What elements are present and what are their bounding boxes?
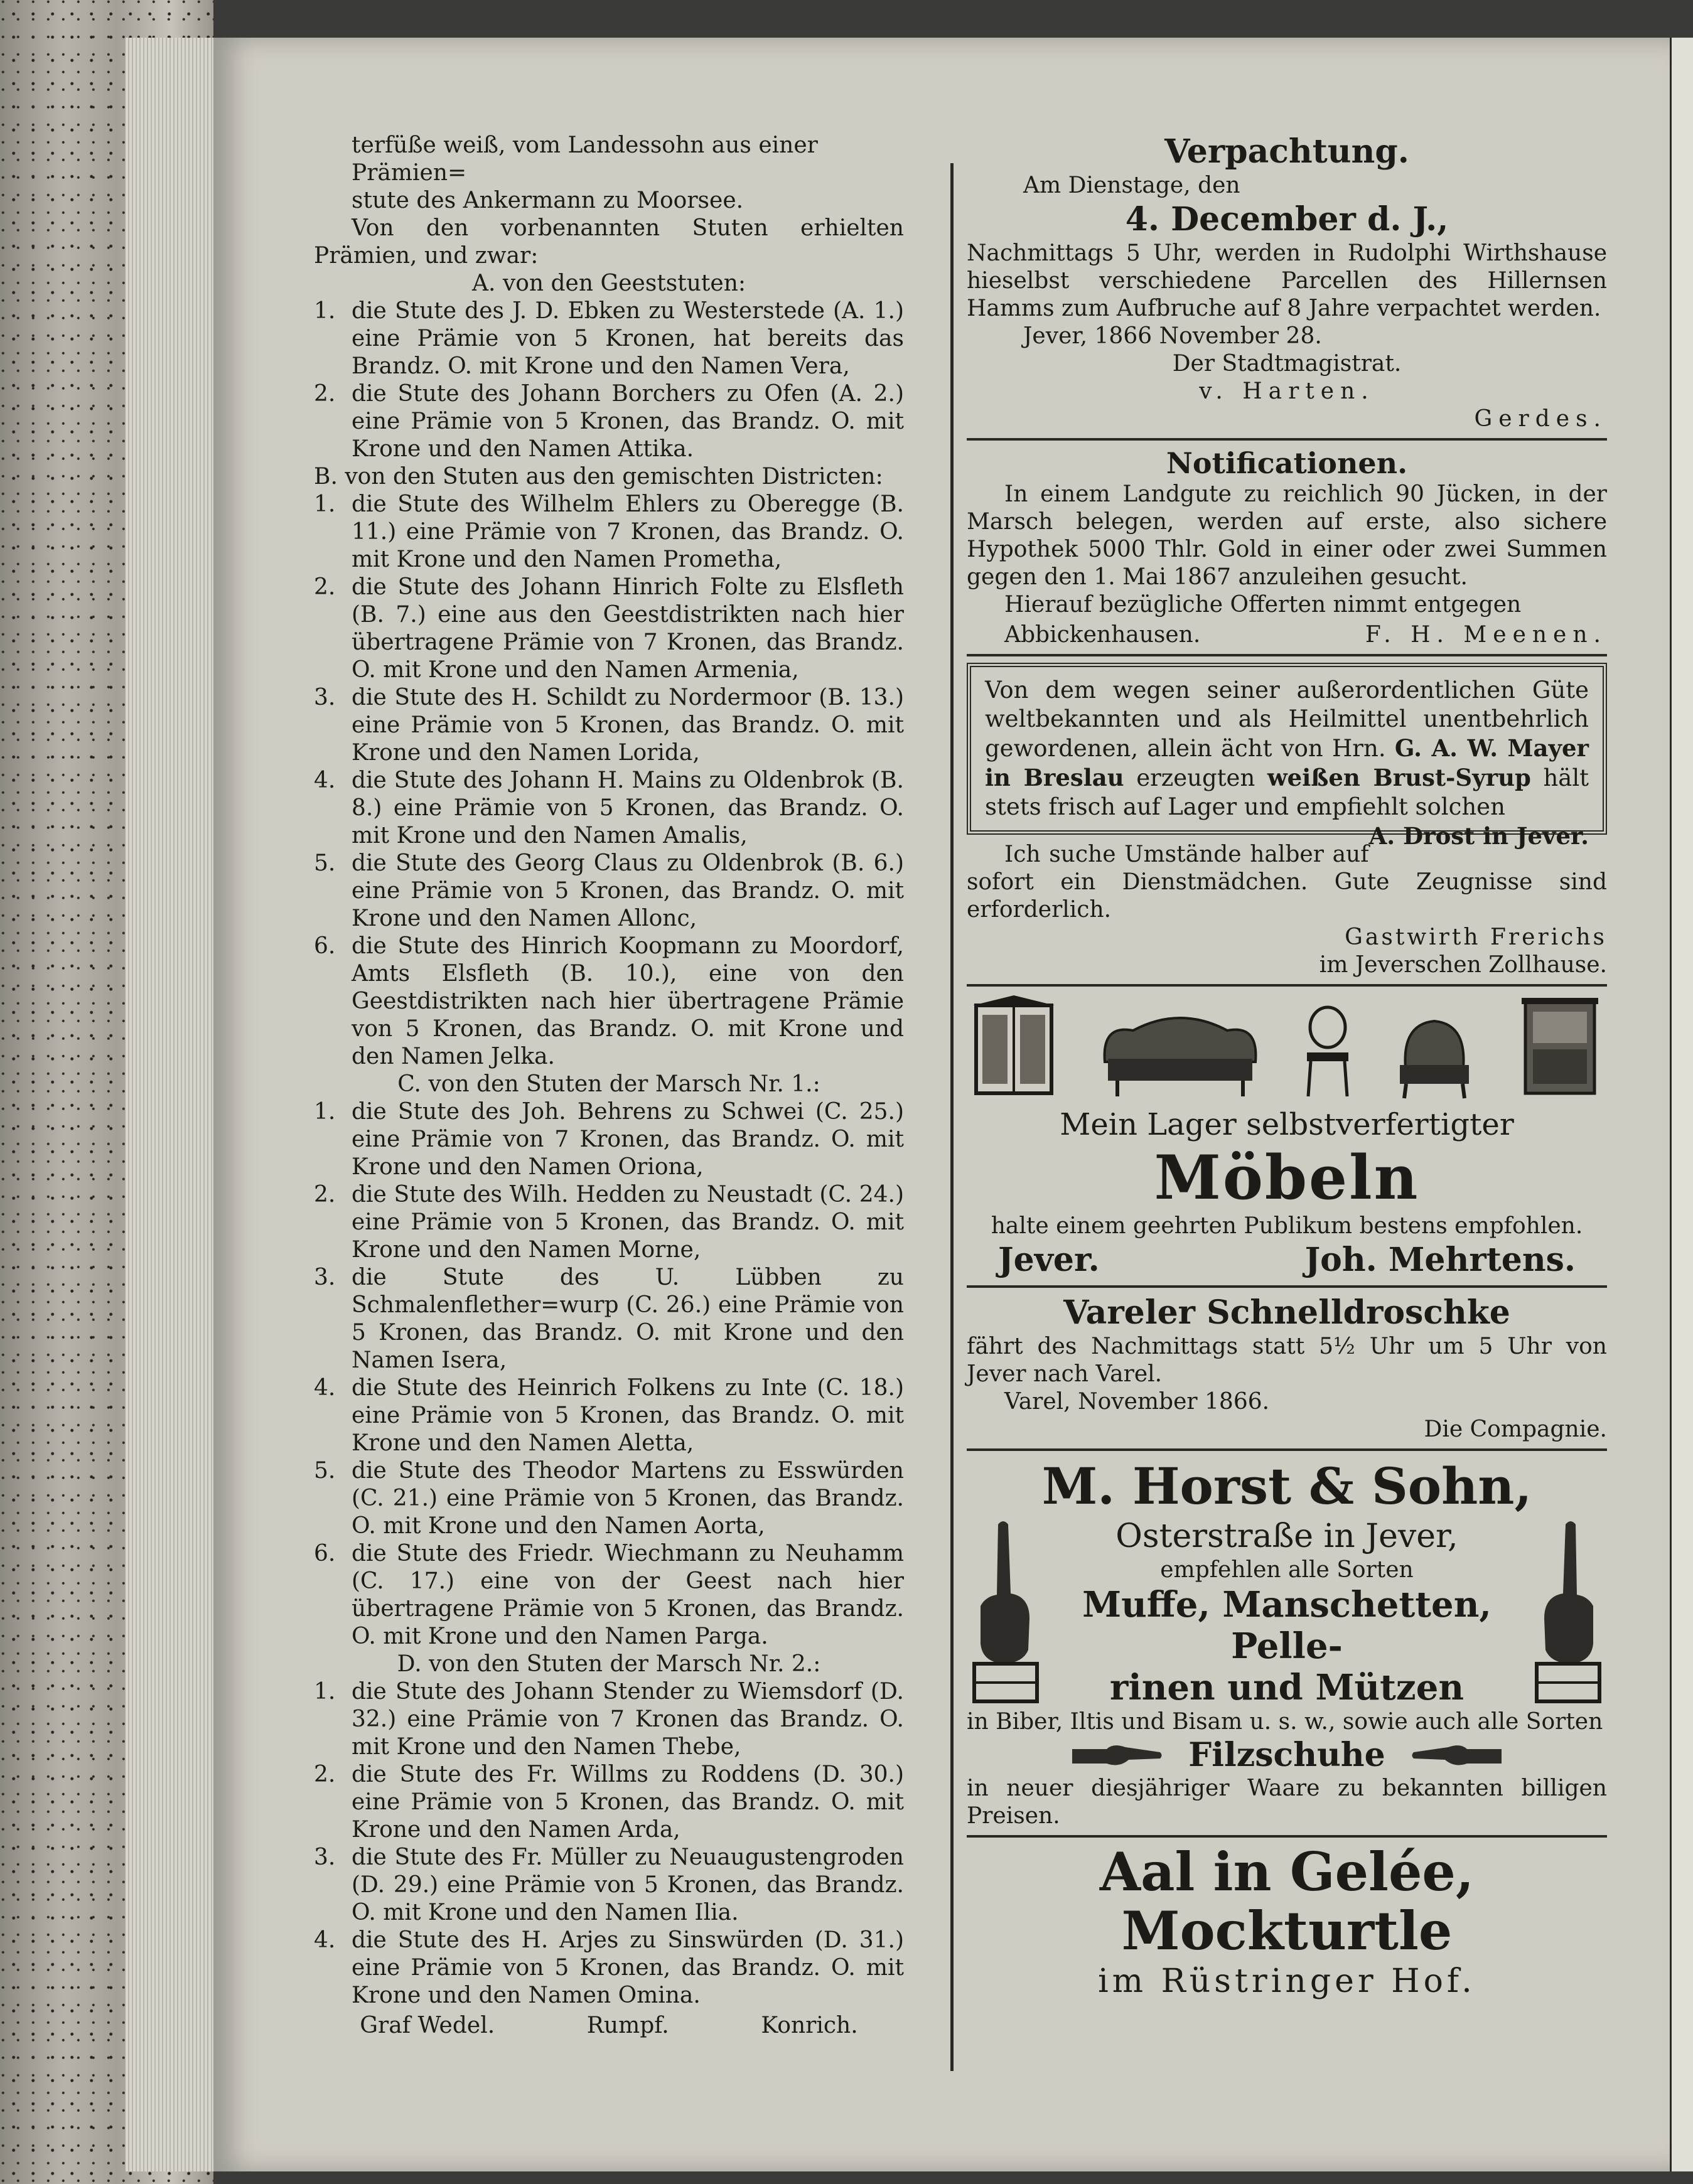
item-number: 4. bbox=[314, 1375, 336, 1401]
item-text: die Stute des Johann H. Mains zu Oldenbrok (B. 8.) eine Prämie von 5 Kronen, das Brandz. O. mit Krone und den Namen Amalis, bbox=[352, 768, 904, 848]
ad-place: Abbickenhausen. bbox=[1004, 622, 1201, 648]
ad-text: hält stets frisch auf Lager und empfiehlt solchen bbox=[985, 764, 1589, 820]
ad-line: Mein Lager selbstverfertigter bbox=[1060, 1107, 1514, 1142]
ad-products: rinen und Mützen bbox=[1109, 1667, 1465, 1708]
pointing-hand-left-icon bbox=[967, 1518, 1042, 1706]
ad-place: Jever. bbox=[998, 1241, 1100, 1279]
list-item bbox=[314, 1927, 904, 2010]
signature: Rumpf. bbox=[586, 2013, 669, 2038]
ad-line: halte einem geehrten Publikum bestens empfohlen. bbox=[991, 1213, 1583, 1239]
intro-line: terfüße weiß, vom Landessohn aus einer Prämien= bbox=[352, 132, 818, 186]
item-text: die Stute des Wilhelm Ehlers zu Oberegge (B. 11.) eine Prämie von 7 Kronen, das Brandz. O. mit Krone und den Namen Prometha, bbox=[352, 491, 904, 572]
item-text: die Stute des Johann Hinrich Folte zu Elsfleth (B. 7.) eine aus den Geestdistrikten nach hier übertragene Prämie von 7 Kronen, das Brandz. O. mit Krone und den Namen Armenia, bbox=[352, 574, 904, 683]
ad-signature: Die Compagnie. bbox=[1424, 1416, 1607, 1442]
ad-headline: Möbeln bbox=[1154, 1142, 1420, 1213]
list-item bbox=[314, 1844, 904, 1927]
item-number: 2. bbox=[314, 574, 336, 600]
item-text: die Stute des H. Schildt zu Nordermoor (B. 13.) eine Prämie von 5 Kronen, das Brandz. O. mit Krone und den Namen Lorida, bbox=[352, 685, 904, 766]
list-item bbox=[314, 1098, 904, 1181]
list-item bbox=[314, 1761, 904, 1844]
ad-text: erzeugten bbox=[1136, 764, 1255, 791]
ad-heading: Verpachtung. bbox=[1164, 132, 1409, 171]
ad-body: In einem Landgute zu reichlich 90 Jücken, in der Marsch belegen, werden auf erste, also sichere Hypothek 5000 Thlr. Gold in einer oder zwei Summen gegen den 1. Mai 1867 anzuleihen gesucht. bbox=[967, 481, 1607, 590]
item-number: 4. bbox=[314, 768, 336, 793]
divider bbox=[967, 1448, 1607, 1451]
ad-moebel bbox=[967, 993, 1607, 1280]
item-number: 2. bbox=[314, 381, 336, 407]
list-item bbox=[314, 380, 904, 463]
sofa-icon bbox=[1095, 1005, 1265, 1100]
ad-signature: v. Harten. bbox=[1199, 378, 1375, 404]
ad-product: Filzschuhe bbox=[1188, 1736, 1385, 1774]
ad-place: im Rüstringer Hof. bbox=[1098, 1962, 1476, 2000]
wardrobe-icon bbox=[967, 993, 1061, 1100]
ad-signature: A. Drost in Jever. bbox=[1368, 822, 1589, 850]
adjacent-page-edge bbox=[1670, 38, 1693, 2171]
ad-dienstmaedchen bbox=[967, 841, 1607, 979]
item-text: die Stute des Hinrich Koopmann zu Moordorf, Amts Elsfleth (B. 10.), eine von den Geestdistrikten nach hier übertragene Prämie von 5 Kronen, das Brandz. O. mit Krone und den Namen Jelka. bbox=[352, 933, 904, 1069]
divider bbox=[967, 984, 1607, 987]
list-item bbox=[314, 297, 904, 380]
item-text: die Stute des Theodor Martens zu Esswürden (C. 21.) eine Prämie von 5 Kronen, das Brandz. O. mit Krone und den Namen Aorta, bbox=[352, 1458, 904, 1539]
ad-line: Am Dienstage, den bbox=[1023, 173, 1240, 198]
ad-signature: Gastwirth Frerichs bbox=[1345, 924, 1607, 950]
divider bbox=[967, 1285, 1607, 1288]
pointing-finger-left-icon bbox=[1411, 1740, 1505, 1771]
signature: Konrich. bbox=[761, 2013, 858, 2038]
list-item bbox=[314, 1540, 904, 1651]
ad-signature: Gerdes. bbox=[1474, 406, 1607, 432]
ad-products: Muffe, Manschetten, Pelle- bbox=[1082, 1584, 1491, 1667]
ad-maker: G. A. W. Mayer in Breslau bbox=[985, 734, 1589, 791]
ad-footer bbox=[967, 1240, 1607, 1280]
item-number: 2. bbox=[314, 1182, 336, 1207]
item-number: 5. bbox=[314, 1458, 336, 1484]
ad-body: Ich suche Umstände halber auf sofort ein Dienstmädchen. Gute Zeugnisse sind erforderlich. bbox=[967, 842, 1607, 923]
divider bbox=[967, 1835, 1607, 1838]
item-text: die Stute des Joh. Behrens zu Schwei (C. 25.) eine Prämie von 7 Kronen, das Brandz. O. mit Krone und den Namen Oriona, bbox=[352, 1099, 904, 1180]
item-text: die Stute des Johann Borchers zu Ofen (A. 2.) eine Prämie von 5 Kronen, das Brandz. O. mit Krone und den Namen Attika. bbox=[352, 381, 904, 462]
item-number: 5. bbox=[314, 850, 336, 876]
ad-droschke bbox=[967, 1293, 1607, 1443]
ad-notifications bbox=[967, 446, 1607, 649]
ad-center-text bbox=[1042, 1516, 1532, 1708]
left-column bbox=[314, 132, 904, 2040]
item-text: die Stute des Wilh. Hedden zu Neustadt (C. 24.) eine Prämie von 5 Kronen, das Brandz. O. mit Krone und den Namen Morne, bbox=[352, 1182, 904, 1263]
ad-place: im Jeverschen Zollhause. bbox=[1319, 952, 1607, 978]
item-text: die Stute des Friedr. Wiechmann zu Neuhamm (C. 17.) eine von der Geest nach hier übertragene Prämie von 5 Kronen, das Brandz. O. mit Krone und den Namen Parga. bbox=[352, 1541, 904, 1649]
ad-date: 4. December d. J., bbox=[1125, 200, 1449, 238]
item-text: die Stute des J. D. Ebken zu Westerstede (A. 1.) eine Prämie von 5 Kronen, hat bereits das Brandz. O. mit Krone und den Namen Vera, bbox=[352, 298, 904, 379]
ad-filz-row bbox=[967, 1736, 1607, 1774]
pointing-finger-right-icon bbox=[1069, 1740, 1163, 1771]
section-heading-b: B. von den Stuten aus den gemischten Districten: bbox=[314, 464, 883, 490]
section-heading-a: A. von den Geeststuten: bbox=[471, 270, 746, 296]
ad-footer bbox=[967, 621, 1607, 649]
item-text: die Stute des Georg Claus zu Oldenbrok (B. 6.) eine Prämie von 5 Kronen, das Brandz. O. mit Krone und den Namen Allonc, bbox=[352, 850, 904, 931]
ad-aal bbox=[967, 1843, 1607, 2002]
item-text: die Stute des Fr. Willms zu Roddens (D. 30.) eine Prämie von 5 Kronen, das Brandz. O. mit Krone und den Namen Arda, bbox=[352, 1762, 904, 1843]
column-rule bbox=[950, 163, 954, 2071]
list-item bbox=[314, 1264, 904, 1374]
list-item bbox=[314, 684, 904, 767]
ad-place: Jever, 1866 November 28. bbox=[1023, 323, 1322, 349]
divider bbox=[967, 654, 1607, 656]
ad-body: Nachmittags 5 Uhr, werden in Rudolphi Wirthshause hieselbst verschiedene Parcellen des Hillernsen Hamms zum Aufbruche auf 8 Jahre verpachtet werden. bbox=[967, 240, 1607, 321]
item-text: die Stute des Fr. Müller zu Neuaugustengroden (D. 29.) eine Prämie von 5 Kronen, das Brandz. O. mit Krone und den Namen Ilia. bbox=[352, 1844, 904, 1925]
armchair-icon bbox=[1390, 1005, 1478, 1100]
furniture-illustration bbox=[967, 993, 1607, 1100]
item-number: 2. bbox=[314, 1762, 336, 1787]
item-number: 3. bbox=[314, 1844, 336, 1870]
ad-body: in Biber, Iltis und Bisam u. s. w., sowie auch alle Sorten bbox=[967, 1709, 1603, 1735]
ad-headline: Aal in Gelée, bbox=[1099, 1841, 1475, 1903]
ad-firm-name: M. Horst & Sohn, bbox=[1041, 1457, 1532, 1516]
ad-heading: Notificationen. bbox=[1166, 446, 1408, 480]
list-item bbox=[314, 933, 904, 1071]
section-heading-c: C. von den Stuten der Marsch Nr. 1.: bbox=[397, 1071, 820, 1097]
ad-body: fährt des Nachmittags statt 5½ Uhr um 5 Uhr von Jever nach Varel. bbox=[967, 1334, 1607, 1387]
ad-headline: Mockturtle bbox=[1121, 1900, 1453, 1962]
item-text: die Stute des Johann Stender zu Wiemsdorf (D. 32.) eine Prämie von 7 Kronen das Brandz. O. mit Krone und den Namen Thebe, bbox=[352, 1679, 904, 1760]
list-item bbox=[314, 1374, 904, 1457]
list-item bbox=[314, 1457, 904, 1540]
list-item bbox=[314, 767, 904, 850]
chair-icon bbox=[1299, 1005, 1356, 1100]
ad-body: in neuer diesjähriger Waare zu bekannten billigen Preisen. bbox=[967, 1775, 1607, 1829]
list-item bbox=[314, 1678, 904, 1761]
ad-horst-sohn bbox=[967, 1456, 1607, 1830]
item-text: die Stute des Heinrich Folkens zu Inte (C. 18.) eine Prämie von 5 Kronen, das Brandz. O. mit Krone und den Namen Aletta, bbox=[352, 1375, 904, 1456]
item-number: 1. bbox=[314, 298, 336, 324]
ad-verpachtung bbox=[967, 132, 1607, 433]
list-item bbox=[314, 1181, 904, 1264]
signature: Graf Wedel. bbox=[360, 2013, 495, 2038]
item-number: 3. bbox=[314, 685, 336, 710]
item-number: 6. bbox=[314, 933, 336, 959]
ad-product: weißen Brust-Syrup bbox=[1267, 764, 1531, 791]
item-number: 6. bbox=[314, 1541, 336, 1566]
ad-signature: F. H. Meenen. bbox=[1365, 622, 1607, 648]
item-number: 4. bbox=[314, 1927, 336, 1953]
ad-brust-syrup bbox=[967, 663, 1607, 850]
ad-street: Osterstraße in Jever, bbox=[1115, 1518, 1458, 1555]
list-item bbox=[314, 574, 904, 684]
right-column bbox=[967, 132, 1607, 2002]
ad-place: Varel, November 1866. bbox=[1004, 1389, 1270, 1415]
ad-line: Hierauf bezügliche Offerten nimmt entgegen bbox=[1004, 592, 1522, 618]
divider bbox=[967, 438, 1607, 441]
ad-hands-row bbox=[967, 1516, 1607, 1708]
section-heading-d: D. von den Stuten der Marsch Nr. 2.: bbox=[397, 1651, 821, 1677]
item-number: 1. bbox=[314, 1099, 336, 1125]
item-text: die Stute des U. Lübben zu Schmalenflether=wurp (C. 26.) eine Prämie von 5 Kronen, das Brandz. O. mit Krone und den Namen Isera, bbox=[352, 1265, 904, 1373]
ad-line: empfehlen alle Sorten bbox=[1160, 1557, 1414, 1583]
ad-heading: Vareler Schnelldroschke bbox=[1063, 1293, 1510, 1332]
secretary-desk-icon bbox=[1513, 993, 1607, 1100]
list-item bbox=[314, 850, 904, 933]
pointing-hand-right-icon bbox=[1532, 1518, 1607, 1706]
intro-paragraph: Von den vorbenannten Stuten erhielten Prämien, und zwar: bbox=[314, 215, 904, 269]
item-text: die Stute des H. Arjes zu Sinswürden (D. 31.) eine Prämie von 5 Kronen, das Brandz. O. mit Krone und den Namen Omina. bbox=[352, 1927, 904, 2008]
signature-row bbox=[314, 2012, 904, 2040]
list-item bbox=[314, 491, 904, 574]
item-number: 1. bbox=[314, 1679, 336, 1705]
ad-authority: Der Stadtmagistrat. bbox=[1172, 351, 1402, 377]
item-number: 3. bbox=[314, 1265, 336, 1290]
ad-text: Von dem wegen seiner außerordentlichen Güte weltbekannten und als Heilmittel unentbehrlich gewordenen, allein ächt von Hrn. bbox=[985, 677, 1589, 762]
item-number: 1. bbox=[314, 491, 336, 517]
ad-signature: Joh. Mehrtens. bbox=[1304, 1241, 1576, 1279]
intro-line: stute des Ankermann zu Moorsee. bbox=[352, 188, 744, 213]
